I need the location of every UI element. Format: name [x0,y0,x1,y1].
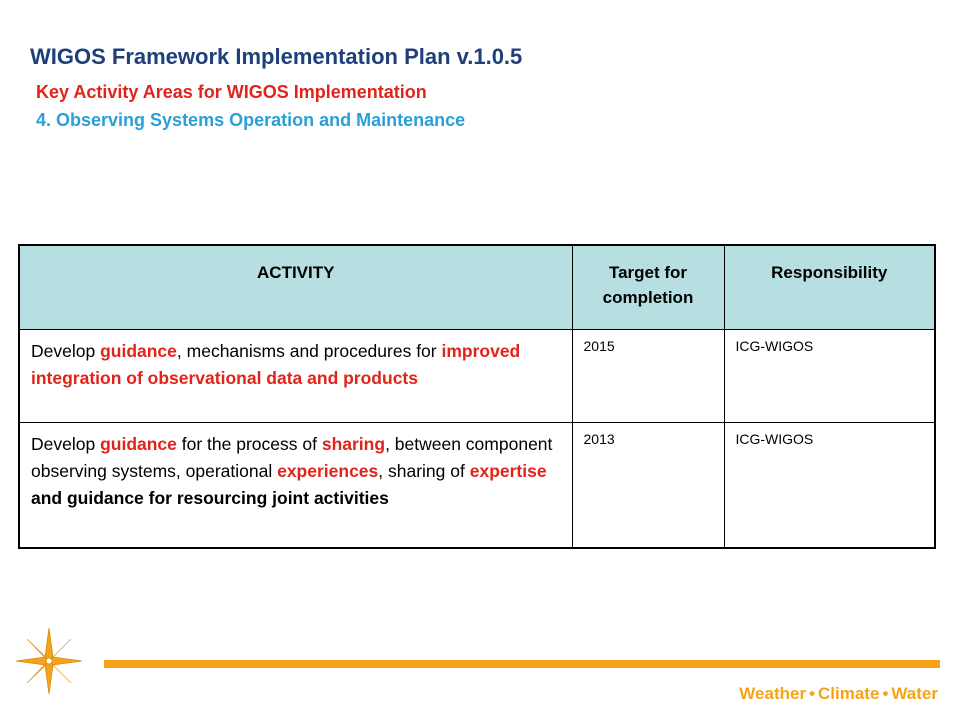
compass-star-icon [14,626,84,696]
activity-cell: Develop guidance for the process of sharing, between component observing systems, operational experiences, sharing of expertise and guidance for resourcing joint activities [19,422,572,548]
target-cell: 2015 [572,329,724,422]
responsibility-cell: ICG-WIGOS [724,329,935,422]
column-header-target: Target for completion [572,245,724,329]
page-title: WIGOS Framework Implementation Plan v.1.0.5 [30,44,523,69]
column-header-activity: ACTIVITY [19,245,572,329]
table-row [19,422,935,548]
section-heading: 4. Observing Systems Operation and Maintenance [36,110,466,130]
activity-table [18,244,936,549]
footer-rule [104,660,940,668]
brand-tagline: Weather • Climate • Water [739,684,938,703]
target-cell: 2013 [572,422,724,548]
activity-cell: Develop guidance, mechanisms and procedures for improved integration of observational data and products [19,329,572,422]
column-header-responsibility: Responsibility [724,245,935,329]
table-row [19,329,935,422]
table-header-row [19,245,935,329]
responsibility-cell: ICG-WIGOS [724,422,935,548]
page-subtitle: Key Activity Areas for WIGOS Implementation [36,82,427,102]
